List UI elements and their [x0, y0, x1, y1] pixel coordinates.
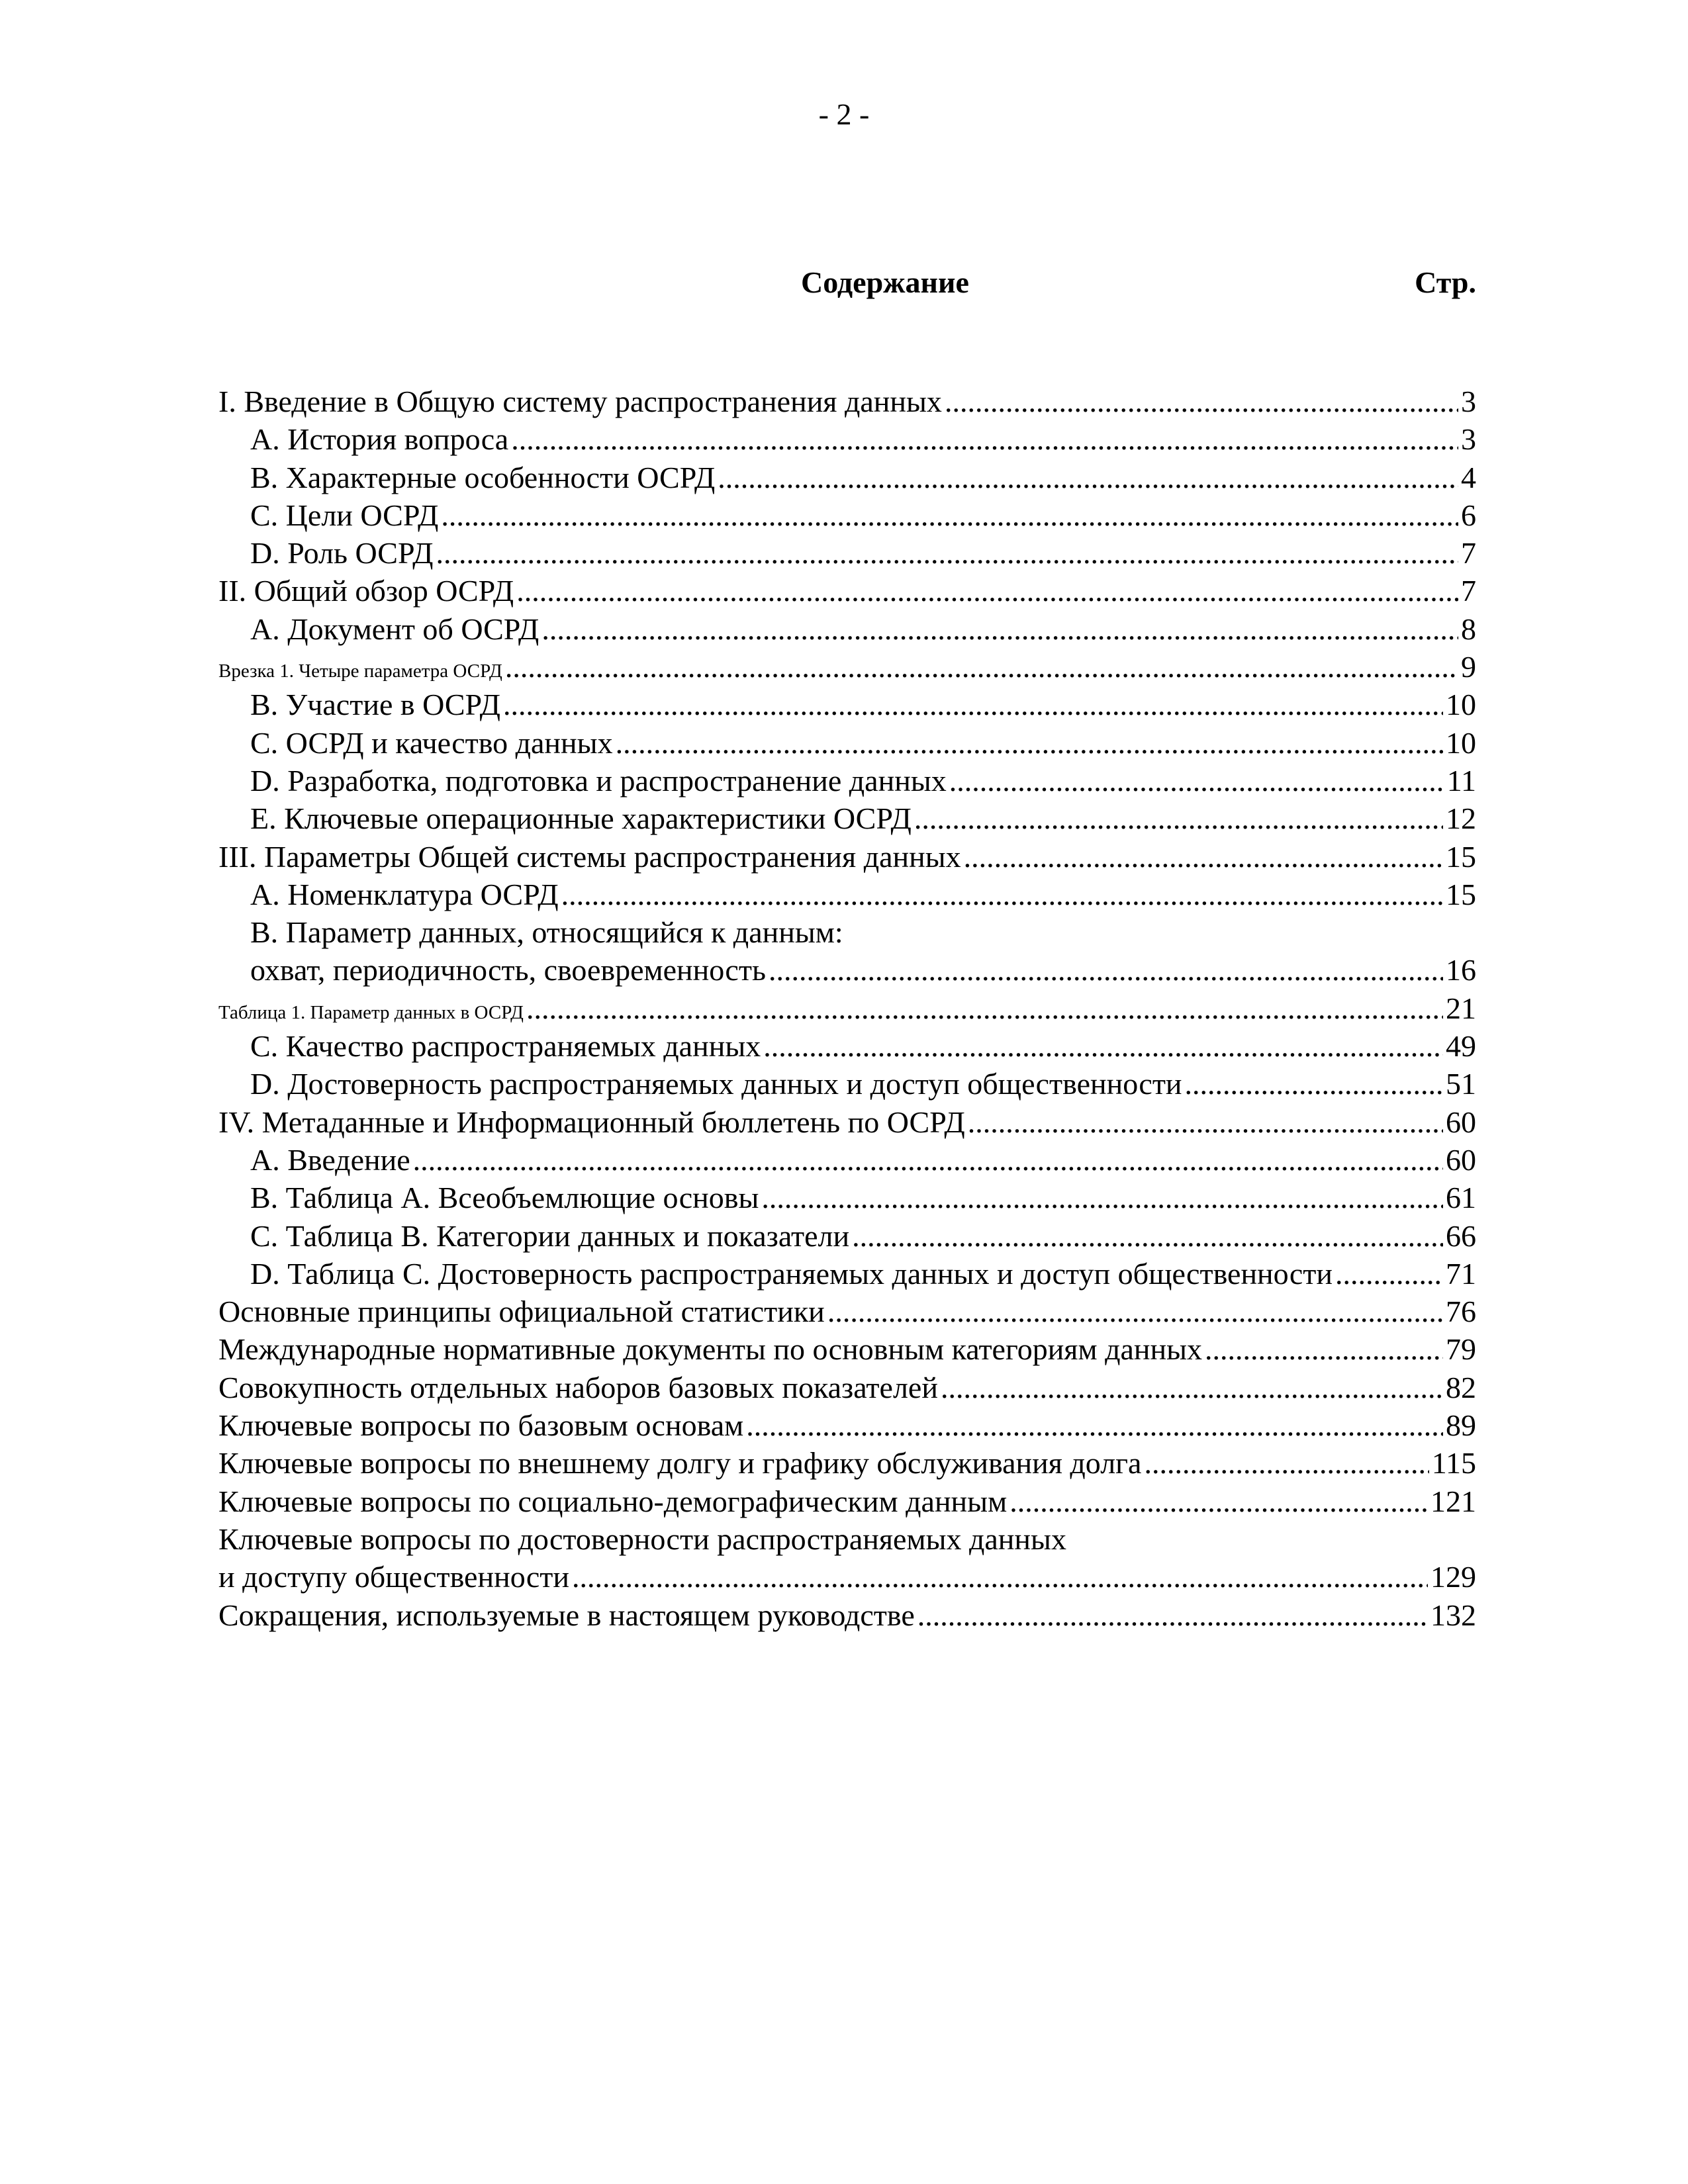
toc-entry-label: охват, периодичность, своевременность: [250, 953, 766, 987]
dot-leader: [572, 1558, 1428, 1596]
dot-leader: [968, 1103, 1443, 1141]
toc-entry-page: 3: [1461, 422, 1476, 457]
dot-leader: [964, 838, 1443, 876]
toc-entry-label: Ключевые вопросы по внешнему долгу и графику обслуживания долга: [218, 1446, 1142, 1480]
toc-entry[interactable]: [218, 383, 1476, 420]
toc-entry-page: 76: [1446, 1295, 1476, 1329]
toc-entry-page: 66: [1446, 1218, 1476, 1253]
toc-entry-page: 15: [1446, 877, 1476, 911]
dot-leader: [561, 876, 1443, 913]
toc-entry-label: Ключевые вопросы по базовым основам: [218, 1408, 744, 1443]
toc-entry-label: Ключевые вопросы по социально-демографическим данным: [218, 1484, 1008, 1518]
toc-entry-label: A. История вопроса: [250, 422, 509, 457]
toc-entry-label: D. Таблица C. Достоверность распространяемых данных и доступ общественности: [250, 1256, 1333, 1291]
toc-entry-label: D. Достоверность распространяемых данных и доступ общественности: [250, 1067, 1182, 1101]
toc-entry-page: 49: [1446, 1029, 1476, 1064]
toc-header: [218, 265, 1476, 311]
dot-leader: [852, 1217, 1443, 1255]
dot-leader: [763, 1027, 1443, 1065]
toc-entry-label: B. Участие в ОСРД: [250, 688, 501, 722]
toc-entry-page: 6: [1461, 498, 1476, 532]
toc-entry-page: 16: [1446, 953, 1476, 987]
toc-entry[interactable]: [218, 1369, 1476, 1406]
toc-entry[interactable]: [218, 610, 1476, 648]
toc-entry-label: B. Параметр данных, относящийся к данным:: [250, 915, 843, 950]
toc-entry[interactable]: [218, 572, 1476, 610]
toc-entry-page: 82: [1446, 1370, 1476, 1404]
toc-entry-page: 9: [1461, 650, 1476, 684]
dot-leader: [1185, 1065, 1443, 1103]
toc-entry[interactable]: [218, 838, 1476, 876]
toc-entry[interactable]: [218, 686, 1476, 723]
toc-entry-page: 4: [1461, 460, 1476, 494]
toc-entry[interactable]: [218, 648, 1476, 686]
toc-entry-page: 10: [1446, 725, 1476, 760]
toc-entry[interactable]: [218, 459, 1476, 496]
dot-leader: [827, 1293, 1443, 1330]
toc-entry-page: 115: [1431, 1446, 1476, 1480]
dot-leader: [413, 1141, 1443, 1179]
toc-entry-label: II. Общий обзор ОСРД: [218, 574, 514, 608]
toc-entry[interactable]: [218, 1217, 1476, 1255]
dot-leader: [718, 459, 1458, 496]
toc-entry[interactable]: [218, 876, 1476, 913]
dot-leader: [516, 572, 1458, 610]
toc-entry-page: 60: [1446, 1105, 1476, 1139]
dot-leader: [505, 648, 1458, 686]
toc-entry-label: Совокупность отдельных наборов базовых показателей: [218, 1370, 938, 1404]
toc-entry-label: Сокращения, используемые в настоящем руководстве: [218, 1598, 915, 1632]
dot-leader: [949, 762, 1444, 799]
toc-entry[interactable]: [218, 534, 1476, 572]
toc-entry[interactable]: [218, 496, 1476, 534]
toc-entry-label: D. Разработка, подготовка и распространение данных: [250, 763, 947, 797]
toc-entry-label: Основные принципы официальной статистики: [218, 1295, 825, 1329]
toc-entry[interactable]: [218, 1141, 1476, 1179]
toc-entry-label: C. Цели ОСРД: [250, 498, 439, 532]
toc-entry[interactable]: [218, 1179, 1476, 1216]
toc-entry[interactable]: [218, 799, 1476, 837]
toc-entry[interactable]: [218, 1255, 1476, 1293]
toc-entry-page: 121: [1430, 1484, 1476, 1518]
dot-leader: [917, 1596, 1428, 1634]
dot-leader: [526, 989, 1443, 1027]
toc-entry-page: 61: [1446, 1181, 1476, 1215]
toc-entry[interactable]: [218, 1558, 1476, 1596]
toc-entry[interactable]: [218, 1444, 1476, 1482]
dot-leader: [1009, 1482, 1428, 1520]
toc-entry[interactable]: [218, 420, 1476, 458]
page-number: - 2 -: [818, 97, 870, 131]
toc-entry-page: 7: [1461, 536, 1476, 570]
toc-entry-label: I. Введение в Общую систему распространения данных: [218, 385, 942, 418]
toc-entry[interactable]: [218, 762, 1476, 799]
toc-entry-label: III. Параметры Общей системы распространения данных: [218, 839, 961, 874]
toc-entry-page: 10: [1446, 688, 1476, 722]
toc-entry-label: и доступу общественности: [218, 1560, 569, 1594]
toc-page-column-label: Стр.: [1415, 265, 1476, 299]
toc-entry[interactable]: [218, 989, 1476, 1027]
dot-leader: [914, 799, 1443, 837]
toc-title: Содержание: [801, 265, 969, 299]
toc-entry-label: C. Таблица B. Категории данных и показатели: [250, 1218, 850, 1253]
toc-entry-label: D. Роль ОСРД: [250, 536, 434, 570]
toc-entry-page: 79: [1446, 1332, 1476, 1367]
toc-entry-page: 71: [1446, 1256, 1476, 1291]
toc-entry-label: A. Введение: [250, 1142, 410, 1177]
dot-leader: [945, 383, 1458, 420]
dot-leader: [441, 496, 1458, 534]
toc-entry[interactable]: [218, 1406, 1476, 1444]
toc-entry-page: 7: [1461, 574, 1476, 608]
dot-leader: [541, 610, 1458, 648]
toc-entry[interactable]: [218, 1330, 1476, 1368]
toc-entry-page: 15: [1446, 839, 1476, 874]
toc-entry-page: 60: [1446, 1142, 1476, 1177]
toc-entry-page: 8: [1461, 612, 1476, 646]
dot-leader: [511, 420, 1458, 458]
toc-entry-label: Таблица 1. Параметр данных в ОСРД: [218, 1001, 524, 1023]
dot-leader: [761, 1179, 1443, 1216]
toc-entry-label: Врезка 1. Четыре параметра ОСРД: [218, 660, 502, 682]
toc-entry-label: IV. Метаданные и Информационный бюллетень по ОСРД: [218, 1105, 965, 1139]
table-of-contents: [218, 383, 1476, 1634]
toc-entry-page: 129: [1430, 1560, 1476, 1594]
toc-entry-page: 12: [1446, 801, 1476, 836]
toc-entry[interactable]: [218, 951, 1476, 989]
toc-entry-page: 51: [1446, 1067, 1476, 1101]
toc-entry-label: A. Документ об ОСРД: [250, 612, 539, 646]
toc-entry[interactable]: [218, 1293, 1476, 1330]
toc-entry-page: 132: [1430, 1598, 1476, 1632]
toc-entry[interactable]: [218, 1103, 1476, 1141]
toc-entry[interactable]: [218, 1065, 1476, 1103]
toc-entry-page: 89: [1446, 1408, 1476, 1443]
toc-entry[interactable]: [218, 1027, 1476, 1065]
toc-entry[interactable]: [218, 1482, 1476, 1520]
dot-leader: [436, 534, 1458, 572]
toc-entry-page: 11: [1446, 763, 1476, 797]
toc-entry-label: Международные нормативные документы по основным категориям данных: [218, 1332, 1203, 1367]
toc-entry-label: C. Качество распространяемых данных: [250, 1029, 761, 1064]
toc-entry-label: Ключевые вопросы по достоверности распространяемых данных: [218, 1522, 1066, 1556]
toc-entry-page: 21: [1446, 991, 1476, 1025]
toc-entry-label: B. Характерные особенности ОСРД: [250, 460, 716, 494]
dot-leader: [1144, 1444, 1429, 1482]
dot-leader: [1335, 1255, 1443, 1293]
dot-leader: [769, 951, 1443, 989]
dot-leader: [941, 1369, 1443, 1406]
toc-entry[interactable]: [218, 1596, 1476, 1634]
toc-entry-label: C. ОСРД и качество данных: [250, 725, 613, 760]
dot-leader: [503, 686, 1443, 723]
toc-entry-page: 3: [1461, 385, 1476, 418]
toc-entry[interactable]: [218, 724, 1476, 762]
dot-leader: [1205, 1330, 1443, 1368]
dot-leader: [746, 1406, 1443, 1444]
toc-entry-label: B. Таблица A. Всеобъемлющие основы: [250, 1181, 759, 1215]
toc-entry-label: A. Номенклатура ОСРД: [250, 877, 559, 911]
dot-leader: [616, 724, 1443, 762]
toc-entry-label: E. Ключевые операционные характеристики ОСРД: [250, 801, 912, 836]
